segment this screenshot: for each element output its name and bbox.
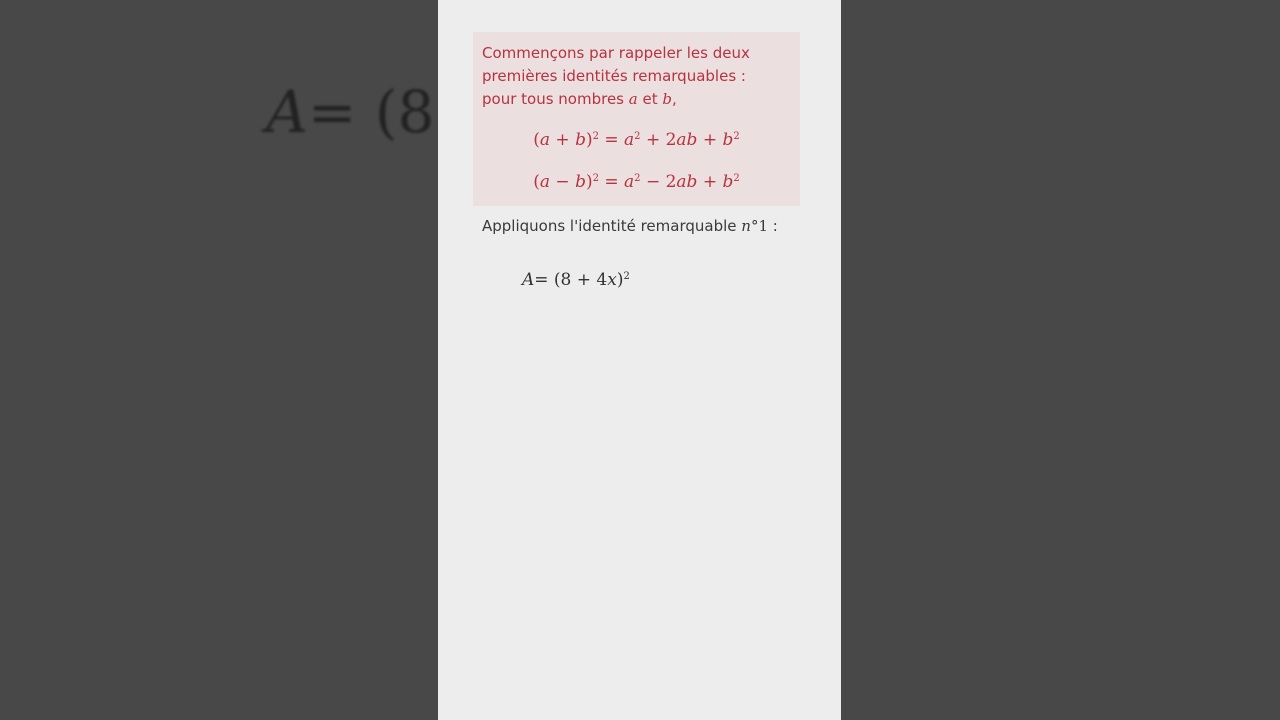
formula-a [522,270,630,290]
apply-number: 1 [758,217,768,235]
reminder-line-1: Commençons par rappeler les deux [482,44,750,62]
lesson-page [438,0,841,720]
var-b: b [662,90,673,108]
blurred-background-formula [266,78,434,146]
apply-degree: ° [750,217,759,235]
conjunction: et [642,90,658,108]
formula-body: = (8 + 4 [534,270,608,290]
formula-var: A [522,270,535,290]
apply-n: n [741,217,751,235]
var-a: a [628,90,638,108]
formula-close: ) [616,270,624,290]
formula-exponent: 2 [623,271,630,282]
identity-1: $(a + b)^2 = a^2 + 2ab + b^2$ [533,130,740,150]
apply-colon: : [768,217,778,235]
reminder-box [473,32,800,206]
reminder-line-3: pour tous nombres [482,90,624,108]
bg-formula-var: A [266,78,308,146]
comma: , [672,90,677,108]
reminder-line-2: premières identités remarquables : [482,67,746,85]
apply-text: Appliquons l'identité remarquable [482,217,737,235]
reminder-text [482,42,791,111]
apply-instruction [482,217,778,235]
identity-2: $(a - b)^2 = a^2 - 2ab + b^2$ [533,172,740,192]
bg-formula-rest: = (8 [307,78,435,146]
formula-x: x [607,270,617,290]
